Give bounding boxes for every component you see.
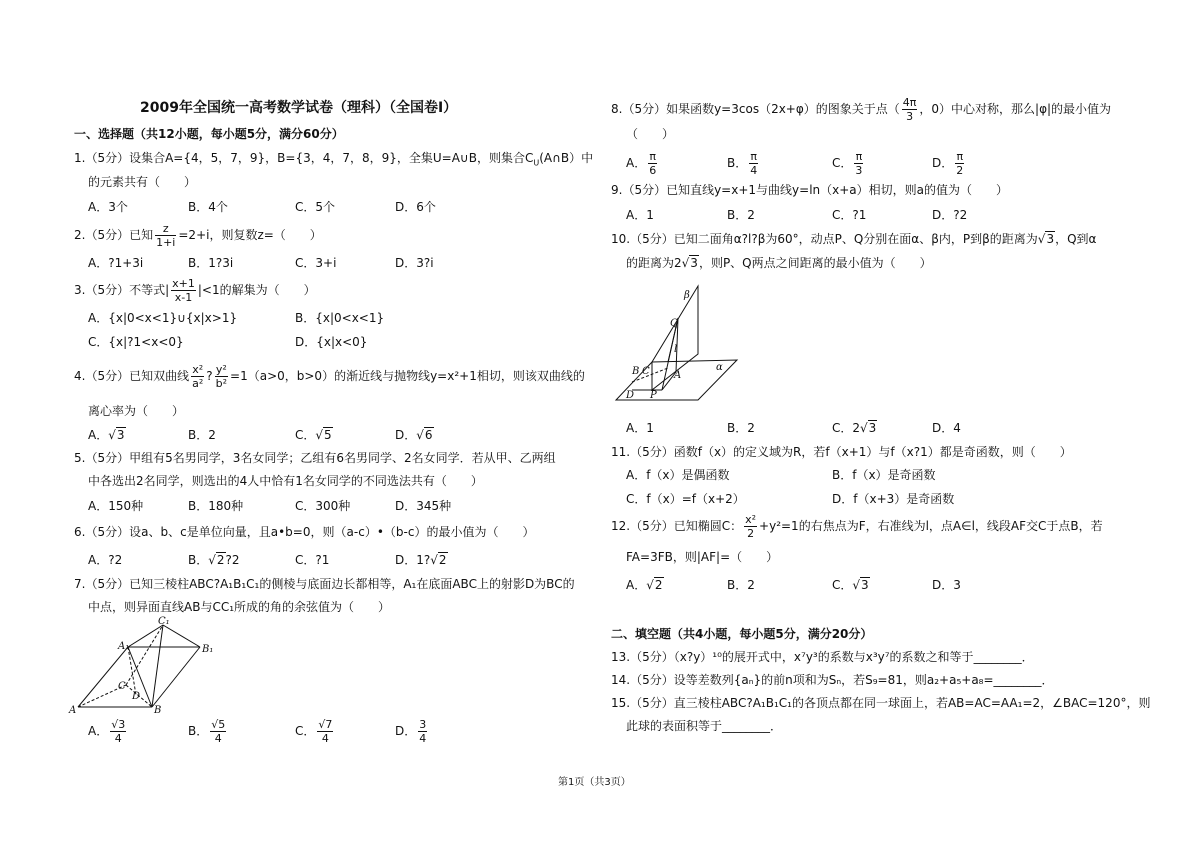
q2-option-b: B．1?3i bbox=[188, 256, 234, 270]
question-10: 10.（5分）已知二面角α?l?β为60°，动点P、Q分别在面α、β内，P到β的距离为√3，Q到α bbox=[611, 232, 1097, 246]
label-d: D bbox=[132, 691, 141, 702]
q6-option-b: B．√2?2 bbox=[188, 553, 240, 567]
q11-stem: 11.（5分）函数f（x）的定义域为R，若f（x+1）与f（x?1）都是奇函数，则（ ） bbox=[611, 445, 1072, 459]
label-a: A bbox=[69, 705, 77, 716]
q4-fraction-1 bbox=[191, 363, 204, 390]
q4-a-radicand: 3 bbox=[116, 428, 125, 442]
question-8: 8.（5分）如果函数y=3cos（2x+φ）的图象关于点（ $\frac{4\pi}{3}$ ，0）中心对称，那么|φ|的最小值为 bbox=[611, 96, 1112, 123]
q3-option-d: D．{x|x<0} bbox=[295, 335, 368, 349]
q7-option-c: C． $\frac{√7}{4}$ bbox=[295, 718, 333, 745]
q2-den: 1+i bbox=[156, 236, 176, 249]
q8-option-b: B． $\frac{\pi}{4}$ bbox=[727, 150, 758, 177]
q5-option-d: D．345种 bbox=[395, 499, 452, 513]
q3-option-b: B．{x|0<x<1} bbox=[295, 311, 385, 325]
q11-option-d: D．f（x+3）是奇函数 bbox=[832, 492, 955, 506]
q5-option-a: A．150种 bbox=[88, 499, 144, 513]
q15-stem-2: 此球的表面积等于________． bbox=[626, 719, 783, 733]
label-c1: C₁ bbox=[158, 616, 170, 627]
q10-option-a: A．1 bbox=[626, 421, 654, 435]
q12-option-d: D．3 bbox=[932, 578, 961, 592]
q3-stem-a: 3.（5分）不等式| bbox=[74, 283, 170, 297]
q10-stem-2: 的距离为2√3，则P、Q两点之间距离的最小值为（ ） bbox=[626, 256, 932, 270]
label-a: A bbox=[674, 370, 682, 381]
q1-stem-2: 的元素共有（ ） bbox=[88, 175, 197, 189]
label-b1: B₁ bbox=[202, 644, 214, 655]
q9-option-b: B．2 bbox=[727, 208, 755, 222]
q9-stem: 9.（5分）已知直线y=x+1与曲线y=ln（x+a）相切，则a的值为（ ） bbox=[611, 183, 1008, 197]
q1-option-c: C．5个 bbox=[295, 200, 336, 214]
page-title: 2009年全国统一高考数学试卷（理科）（全国卷Ⅰ） bbox=[140, 100, 458, 116]
q12-option-b: B．2 bbox=[727, 578, 755, 592]
q4-stem-b: =1（a>0，b>0）的渐近线与抛物线y=x²+1相切，则该双曲线的 bbox=[230, 369, 585, 383]
q9-option-a: A．1 bbox=[626, 208, 654, 222]
q3-stem-b: |<1的解集为（ ） bbox=[197, 283, 316, 297]
q8-stem-2: （ ） bbox=[626, 127, 675, 141]
label-b: B bbox=[154, 705, 162, 716]
q7-option-d: D． $\frac{3}{4}$ bbox=[395, 718, 427, 745]
q4-stem-2: 离心率为（ ） bbox=[88, 404, 185, 418]
q2-option-c: C．3+i bbox=[295, 256, 337, 270]
label-q: Q bbox=[670, 318, 679, 329]
q10-option-b: B．2 bbox=[727, 421, 755, 435]
section-heading-choice: 一、选择题（共12小题，每小题5分，满分60分） bbox=[74, 127, 344, 141]
q7-option-a: A． $\frac{√3}{4}$ bbox=[88, 718, 126, 745]
q1-sub: U bbox=[533, 158, 540, 168]
q10-option-d: D．4 bbox=[932, 421, 961, 435]
q2-stem-b: =2+i，则复数z=（ ） bbox=[178, 228, 322, 242]
q7-stem-1: 7.（5分）已知三棱柱ABC?A₁B₁C₁的侧棱与底面边长都相等，A₁在底面ABC上的射影D为BC的 bbox=[74, 577, 575, 591]
q15-stem-1: 15.（5分）直三棱柱ABC?A₁B₁C₁的各顶点都在同一球面上，若AB=AC=AA₁=2，∠BAC=120°，则 bbox=[611, 696, 1151, 710]
vector-b: b bbox=[160, 525, 169, 539]
dihedral-figure bbox=[612, 282, 742, 404]
label-alpha: α bbox=[716, 362, 723, 373]
label-beta: β bbox=[684, 290, 690, 301]
question-12: 12.（5分）已知椭圆C： $\frac{\text{x²}}{2}$ +y²=1的右焦点为F，右准线为l，点A∈l，线段AF交C于点B，若 bbox=[611, 513, 1103, 540]
page-footer: 第1页（共3页） bbox=[558, 777, 631, 788]
q8-option-d: D． $\frac{\pi}{2}$ bbox=[932, 150, 964, 177]
q14-stem: 14.（5分）设等差数列{aₙ}的前n项和为Sₙ，若S₉=81，则a₂+a₅+a₈=________． bbox=[611, 673, 1054, 687]
q3-option-c: C．{x|?1<x<0} bbox=[88, 335, 184, 349]
q2-option-d: D．3?i bbox=[395, 256, 434, 270]
vector-a: a bbox=[141, 525, 149, 539]
vector-c: c bbox=[180, 525, 187, 539]
q6-option-d: D．1?√2 bbox=[395, 553, 447, 567]
q4-option-a: A．√3 bbox=[88, 428, 125, 442]
label-d: D bbox=[626, 390, 635, 401]
label-a1: A₁ bbox=[118, 641, 130, 652]
q11-option-a: A．f（x）是偶函数 bbox=[626, 468, 730, 482]
q5-option-c: C．300种 bbox=[295, 499, 351, 513]
q10-option-c: C．2√3 bbox=[832, 421, 877, 435]
q5-option-b: B．180种 bbox=[188, 499, 244, 513]
question-3 bbox=[74, 277, 316, 304]
q4-stem-a: 4.（5分）已知双曲线 bbox=[74, 369, 190, 383]
q4-c-radicand: 5 bbox=[324, 428, 332, 442]
q4-den-2: b² bbox=[215, 377, 228, 390]
q1-option-d: D．6个 bbox=[395, 200, 436, 214]
q12-option-a: A．√2 bbox=[626, 578, 663, 592]
q2-fraction bbox=[155, 222, 176, 249]
question-1 bbox=[74, 150, 593, 171]
q6-option-a: A．?2 bbox=[88, 553, 123, 567]
label-l: l bbox=[674, 344, 678, 355]
q2-num: z bbox=[155, 222, 176, 236]
q1-option-b: B．4个 bbox=[188, 200, 228, 214]
q5-stem-1: 5.（5分）甲组有5名男同学，3名女同学；乙组有6名男同学、2名女同学．若从甲、乙两组 bbox=[74, 451, 556, 465]
question-2 bbox=[74, 222, 322, 249]
section-heading-fill: 二、填空题（共4小题，每小题5分，满分20分） bbox=[611, 627, 873, 641]
q4-fraction-2 bbox=[215, 363, 228, 390]
q1-stem-b: (A∩B）中 bbox=[539, 151, 594, 165]
vector-fb: FB bbox=[657, 550, 673, 564]
q2-stem-a: 2.（5分）已知 bbox=[74, 228, 154, 242]
vector-fa: FA bbox=[626, 550, 641, 564]
label-c: C bbox=[642, 366, 650, 377]
q4-option-c: C．√5 bbox=[295, 428, 332, 442]
q4-den-1: a² bbox=[192, 377, 204, 390]
q4-option-d: D．√6 bbox=[395, 428, 433, 442]
label-b: B bbox=[632, 366, 640, 377]
q4-d-radicand: 6 bbox=[424, 428, 433, 442]
q4-num-1: x² bbox=[192, 363, 204, 376]
label-c: C bbox=[118, 681, 126, 692]
vector-af: AF bbox=[700, 550, 717, 564]
q1-stem: 1.（5分）设集合A={4，5，7，9}，B={3，4，7，8，9}，全集U=A∪B，则集合C bbox=[74, 151, 534, 165]
q8-option-c: C． $\frac{\pi}{3}$ bbox=[832, 150, 863, 177]
q3-fraction bbox=[171, 277, 196, 304]
q1-option-a: A．3个 bbox=[88, 200, 128, 214]
q13-stem: 13.（5分）（x?y）¹⁰的展开式中，x⁷y³的系数与x³y⁷的系数之和等于________． bbox=[611, 650, 1034, 664]
q12-stem-2: FA=3FB，则|AF|=（ ） bbox=[626, 550, 779, 564]
q4-minus: ? bbox=[206, 369, 213, 383]
q4-option-b: B．2 bbox=[188, 428, 216, 442]
q6-option-c: C．?1 bbox=[295, 553, 330, 567]
q8-option-a: A． $\frac{\pi}{6}$ bbox=[626, 150, 657, 177]
q9-option-d: D．?2 bbox=[932, 208, 968, 222]
question-4 bbox=[74, 363, 585, 390]
prism-figure bbox=[68, 615, 218, 717]
question-6: 6.（5分）设a、b、c是单位向量，且a•b=0，则（a-c）•（b-c）的最小值为（ ） bbox=[74, 525, 535, 539]
q7-stem-2: 中点，则异面直线AB与CC₁所成的角的余弦值为（ ） bbox=[88, 600, 391, 614]
q7-option-b: B． $\frac{√5}{4}$ bbox=[188, 718, 226, 745]
q9-option-c: C．?1 bbox=[832, 208, 867, 222]
q3-option-a: A．{x|0<x<1}∪{x|x>1} bbox=[88, 311, 238, 325]
q2-option-a: A．?1+3i bbox=[88, 256, 144, 270]
q3-den: x-1 bbox=[174, 291, 193, 304]
q4-num-2: y² bbox=[215, 363, 227, 376]
q11-option-b: B．f（x）是奇函数 bbox=[832, 468, 936, 482]
q3-num: x+1 bbox=[172, 277, 195, 290]
q5-stem-2: 中各选出2名同学，则选出的4人中恰有1名女同学的不同选法共有（ ） bbox=[88, 474, 483, 488]
q12-option-c: C．√3 bbox=[832, 578, 869, 592]
q11-option-c: C．f（x）=f（x+2） bbox=[626, 492, 745, 506]
label-p: P bbox=[650, 390, 657, 401]
